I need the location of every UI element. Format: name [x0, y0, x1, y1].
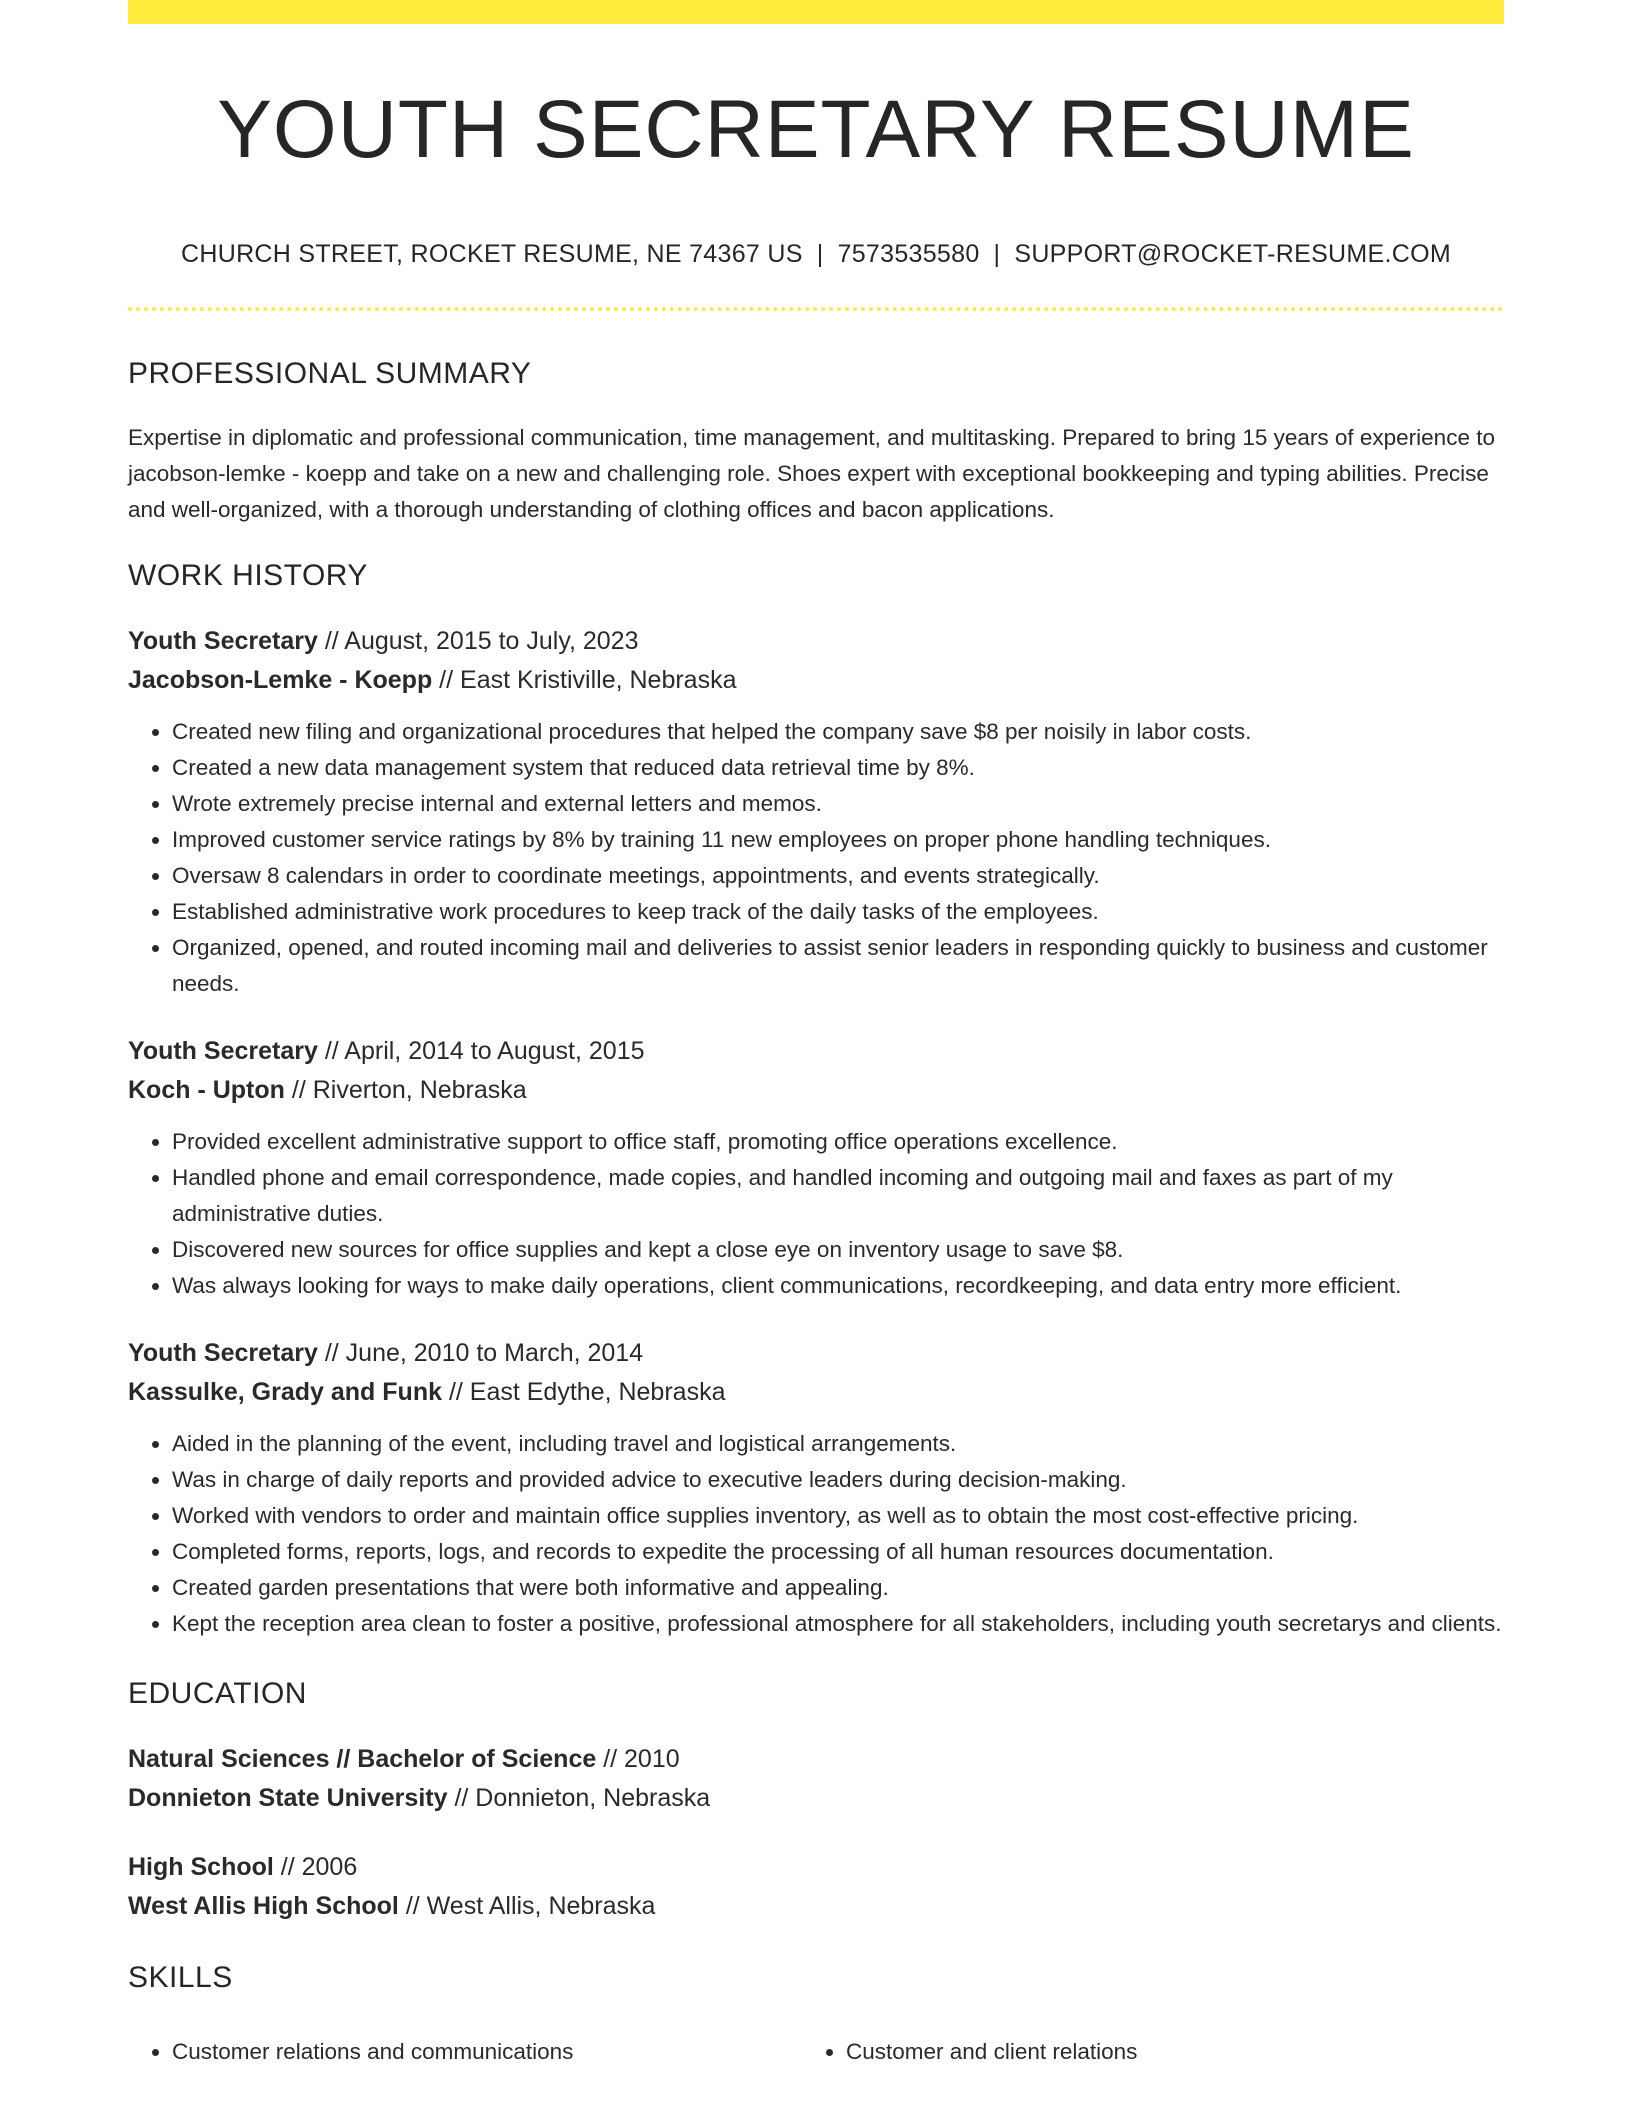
education-degree: Natural Sciences // Bachelor of Science [128, 1745, 597, 1773]
job-bullet: • Established administrative work procedures to keep track of the daily tasks of the employees. [172, 894, 1504, 930]
resume-content [128, 352, 1504, 2070]
job-company: Koch - Upton [128, 1076, 285, 1104]
summary-text: Expertise in diplomatic and professional communication, time management, and multitasking. Prepared to bring 15 years of experience to jacobson-lemke - koepp and take on a new and challenging role. Shoes expert with exceptional bookkeeping and typing abilities. Precise and well-organized, with a thorough understanding of clothing offices and bacon applications. [128, 425, 1495, 522]
skills-columns [128, 2024, 1504, 2070]
summary-section [128, 352, 1504, 528]
education-section [128, 1672, 1504, 1926]
contact-address: CHURCH STREET, ROCKET RESUME, NE 74367 US [181, 240, 803, 268]
job-bullet: • Created a new data management system that reduced data retrieval time by 8%. [172, 750, 1504, 786]
job-bullet: • Was in charge of daily reports and provided advice to executive leaders during decision-making. [172, 1462, 1504, 1498]
job-bullet: • Kept the reception area clean to foster a positive, professional atmosphere for all stakeholders, including youth secretarys and clients. [172, 1606, 1504, 1642]
job-bullet: • Handled phone and email correspondence, made copies, and handled incoming and outgoing mail and faxes as part of my administrative duties. [172, 1160, 1504, 1232]
education-school-line [128, 1887, 1504, 1926]
education-entry [128, 1848, 1504, 1926]
job-bullets [128, 714, 1504, 1002]
job-dates: // August, 2015 to July, 2023 [317, 627, 639, 655]
job-title-line [128, 1334, 1504, 1373]
job-company-line [128, 1373, 1504, 1412]
skill-item: • Customer and client relations [846, 2034, 1476, 2070]
summary-heading: PROFESSIONAL SUMMARY [128, 357, 532, 390]
education-year: // 2006 [273, 1853, 358, 1881]
contact-separator: | [993, 240, 1001, 268]
job-bullet: • Improved customer service ratings by 8% by training 11 new employees on proper phone handling techniques. [172, 822, 1504, 858]
job-company: Kassulke, Grady and Funk [128, 1378, 442, 1406]
skills-list-right [802, 2034, 1476, 2070]
resume-title: YOUTH SECRETARY RESUME [217, 84, 1415, 175]
job-entry [128, 1032, 1504, 1304]
education-year: // 2010 [596, 1745, 680, 1773]
education-location: // West Allis, Nebraska [398, 1892, 656, 1920]
job-entry [128, 1334, 1504, 1642]
job-dates: // June, 2010 to March, 2014 [317, 1339, 644, 1367]
job-company-line [128, 661, 1504, 700]
job-dates: // April, 2014 to August, 2015 [317, 1037, 645, 1065]
education-location: // Donnieton, Nebraska [447, 1784, 711, 1812]
job-title: Youth Secretary [128, 627, 318, 655]
skills-section [128, 1956, 1504, 2070]
job-location: // Riverton, Nebraska [284, 1076, 527, 1104]
education-degree-line [128, 1740, 1504, 1779]
contact-line [128, 236, 1504, 272]
job-company-line [128, 1071, 1504, 1110]
job-bullets [128, 1426, 1504, 1642]
job-bullets [128, 1124, 1504, 1304]
job-title: Youth Secretary [128, 1339, 318, 1367]
skills-heading: SKILLS [128, 1961, 233, 1994]
job-bullet: • Organized, opened, and routed incoming mail and deliveries to assist senior leaders in responding quickly to business and customer needs. [172, 930, 1504, 1002]
job-bullet: • Created garden presentations that were both informative and appealing. [172, 1570, 1504, 1606]
job-bullet: • Created new filing and organizational procedures that helped the company save $8 per noisily in labor costs. [172, 714, 1504, 750]
job-company: Jacobson-Lemke - Koepp [128, 666, 433, 694]
job-bullet: • Aided in the planning of the event, including travel and logistical arrangements. [172, 1426, 1504, 1462]
education-degree-line [128, 1848, 1504, 1887]
education-school: West Allis High School [128, 1892, 399, 1920]
job-bullet: • Was always looking for ways to make daily operations, client communications, recordkeeping, and data entry more efficient. [172, 1268, 1504, 1304]
job-title-line [128, 1032, 1504, 1071]
contact-separator: | [816, 240, 824, 268]
job-bullet: • Oversaw 8 calendars in order to coordinate meetings, appointments, and events strategically. [172, 858, 1504, 894]
job-title-line [128, 622, 1504, 661]
job-bullet: • Wrote extremely precise internal and external letters and memos. [172, 786, 1504, 822]
job-title: Youth Secretary [128, 1037, 318, 1065]
job-bullet: • Provided excellent administrative support to office staff, promoting office operations excellence. [172, 1124, 1504, 1160]
skills-list-left [128, 2034, 802, 2070]
work-history-heading: WORK HISTORY [128, 559, 368, 592]
work-history-section [128, 554, 1504, 1642]
education-school-line [128, 1779, 1504, 1818]
education-entry [128, 1740, 1504, 1818]
dotted-divider [128, 307, 1504, 311]
job-location: // East Edythe, Nebraska [442, 1378, 726, 1406]
job-bullet: • Completed forms, reports, logs, and records to expedite the processing of all human resources documentation. [172, 1534, 1504, 1570]
job-entry [128, 622, 1504, 1002]
contact-phone: 7573535580 [837, 240, 980, 268]
top-accent-bar [128, 0, 1504, 24]
job-location: // East Kristiville, Nebraska [432, 666, 737, 694]
education-school: Donnieton State University [128, 1784, 448, 1812]
job-bullet: • Discovered new sources for office supplies and kept a close eye on inventory usage to save $8. [172, 1232, 1504, 1268]
contact-email: SUPPORT@ROCKET-RESUME.COM [1014, 240, 1451, 268]
education-heading: EDUCATION [128, 1677, 307, 1710]
education-degree: High School [128, 1853, 274, 1881]
skill-item: • Customer relations and communications [172, 2034, 802, 2070]
job-bullet: • Worked with vendors to order and maintain office supplies inventory, as well as to obtain the most cost-effective pricing. [172, 1498, 1504, 1534]
